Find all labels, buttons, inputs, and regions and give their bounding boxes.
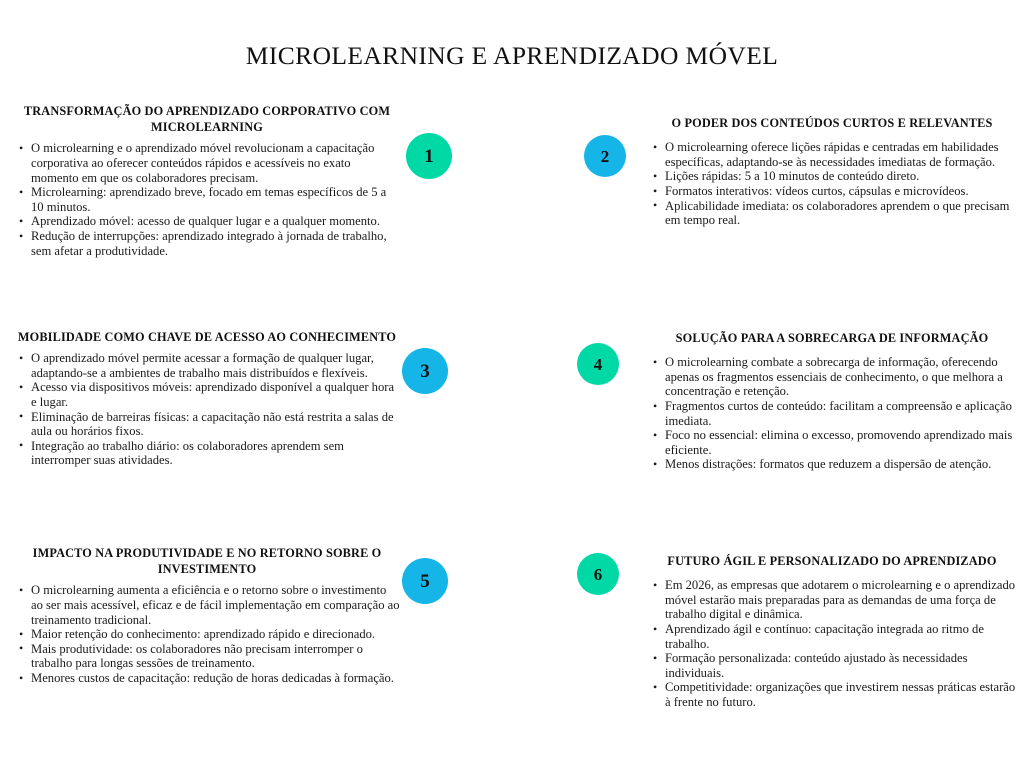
list-item: • Foco no essencial: elimina o excesso, promovendo aprendizado mais eficiente.	[648, 428, 1016, 457]
list-item: • Integração ao trabalho diário: os colaboradores aprendem sem interromper suas atividades.	[14, 439, 400, 468]
list-item: • O aprendizado móvel permite acessar a formação de qualquer lugar, adaptando-se a ambientes de trabalho mais distribuídos e flexíveis.	[14, 351, 400, 380]
list-item: • Eliminação de barreiras físicas: a capacitação não está restrita a salas de aula ou horários fixos.	[14, 410, 400, 439]
list-item: • Aplicabilidade imediata: os colaboradores aprendem o que precisam em tempo real.	[648, 199, 1016, 228]
section-3-heading: MOBILIDADE COMO CHAVE DE ACESSO AO CONHECIMENTO	[17, 330, 397, 344]
list-item: • Menos distrações: formatos que reduzem a dispersão de atenção.	[648, 457, 1016, 472]
section-6-heading: FUTURO ÁGIL E PERSONALIZADO DO APRENDIZADO	[667, 554, 997, 568]
section-4	[648, 330, 1016, 472]
badge-number-4: 4	[577, 343, 619, 385]
list-item: • Mais produtividade: os colaboradores não precisam interromper o trabalho para longas sessões de treinamento.	[14, 642, 400, 671]
list-item: • Menores custos de capacitação: redução de horas dedicadas à formação.	[14, 671, 400, 686]
section-3	[14, 329, 400, 468]
section-1	[14, 103, 400, 258]
list-item: • Microlearning: aprendizado breve, focado em temas específicos de 5 a 10 minutos.	[14, 185, 400, 214]
section-4-bullet-list	[648, 355, 1016, 472]
section-5-bullet-list	[14, 583, 400, 685]
list-item: • Formatos interativos: vídeos curtos, cápsulas e microvídeos.	[648, 184, 1016, 199]
list-item: • Em 2026, as empresas que adotarem o microlearning e o aprendizado móvel estarão mais preparadas para as demandas de uma força de trabalho digital e dinâmica.	[648, 578, 1016, 622]
section-2	[648, 115, 1016, 228]
list-item: • Fragmentos curtos de conteúdo: facilitam a compreensão e aplicação imediata.	[648, 399, 1016, 428]
badge-number-2: 2	[584, 135, 626, 177]
badge-number-1: 1	[406, 133, 452, 179]
list-item: • Lições rápidas: 5 a 10 minutos de conteúdo direto.	[648, 169, 1016, 184]
page-title: MICROLEARNING E APRENDIZADO MÓVEL	[245, 41, 779, 71]
list-item: • O microlearning e o aprendizado móvel revolucionam a capacitação corporativa ao oferecer conteúdos rápidos e acessíveis no exato momento em que os colaboradores precisam.	[14, 141, 400, 185]
list-item: • Aprendizado ágil e contínuo: capacitação integrada ao ritmo de trabalho.	[648, 622, 1016, 651]
badge-number-6: 6	[577, 553, 619, 595]
section-6-bullet-list	[648, 578, 1016, 709]
section-3-bullet-list	[14, 351, 400, 468]
list-item: • Aprendizado móvel: acesso de qualquer lugar e a qualquer momento.	[14, 214, 400, 229]
list-item: • Redução de interrupções: aprendizado integrado à jornada de trabalho, sem afetar a produtividade.	[14, 229, 400, 258]
list-item: • Acesso via dispositivos móveis: aprendizado disponível a qualquer hora e lugar.	[14, 380, 400, 409]
section-2-heading: O PODER DOS CONTEÚDOS CURTOS E RELEVANTES	[671, 116, 993, 130]
list-item: • O microlearning oferece lições rápidas e centradas em habilidades específicas, adaptando-se às necessidades imediatas de formação.	[648, 140, 1016, 169]
section-4-heading: SOLUÇÃO PARA A SOBRECARGA DE INFORMAÇÃO	[675, 331, 989, 345]
section-2-bullet-list	[648, 140, 1016, 228]
section-5	[14, 545, 400, 686]
section-1-bullet-list	[14, 141, 400, 258]
list-item: • O microlearning aumenta a eficiência e o retorno sobre o investimento ao ser mais acessível, eficaz e de fácil implementação em comparação ao treinamento tradicional.	[14, 583, 400, 627]
section-6	[648, 553, 1016, 710]
section-5-heading: IMPACTO NA PRODUTIVIDADE E NO RETORNO SOBRE O INVESTIMENTO	[32, 546, 382, 577]
badge-number-5: 5	[402, 558, 448, 604]
list-item: • Competitividade: organizações que investirem nessas práticas estarão à frente no futuro.	[648, 680, 1016, 709]
list-item: • O microlearning combate a sobrecarga de informação, oferecendo apenas os fragmentos essenciais de conhecimento, o que melhora a concentração e retenção.	[648, 355, 1016, 399]
list-item: • Formação personalizada: conteúdo ajustado às necessidades individuais.	[648, 651, 1016, 680]
section-1-heading: TRANSFORMAÇÃO DO APRENDIZADO CORPORATIVO COM MICROLEARNING	[23, 104, 391, 135]
badge-number-3: 3	[402, 348, 448, 394]
list-item: • Maior retenção do conhecimento: aprendizado rápido e direcionado.	[14, 627, 400, 642]
